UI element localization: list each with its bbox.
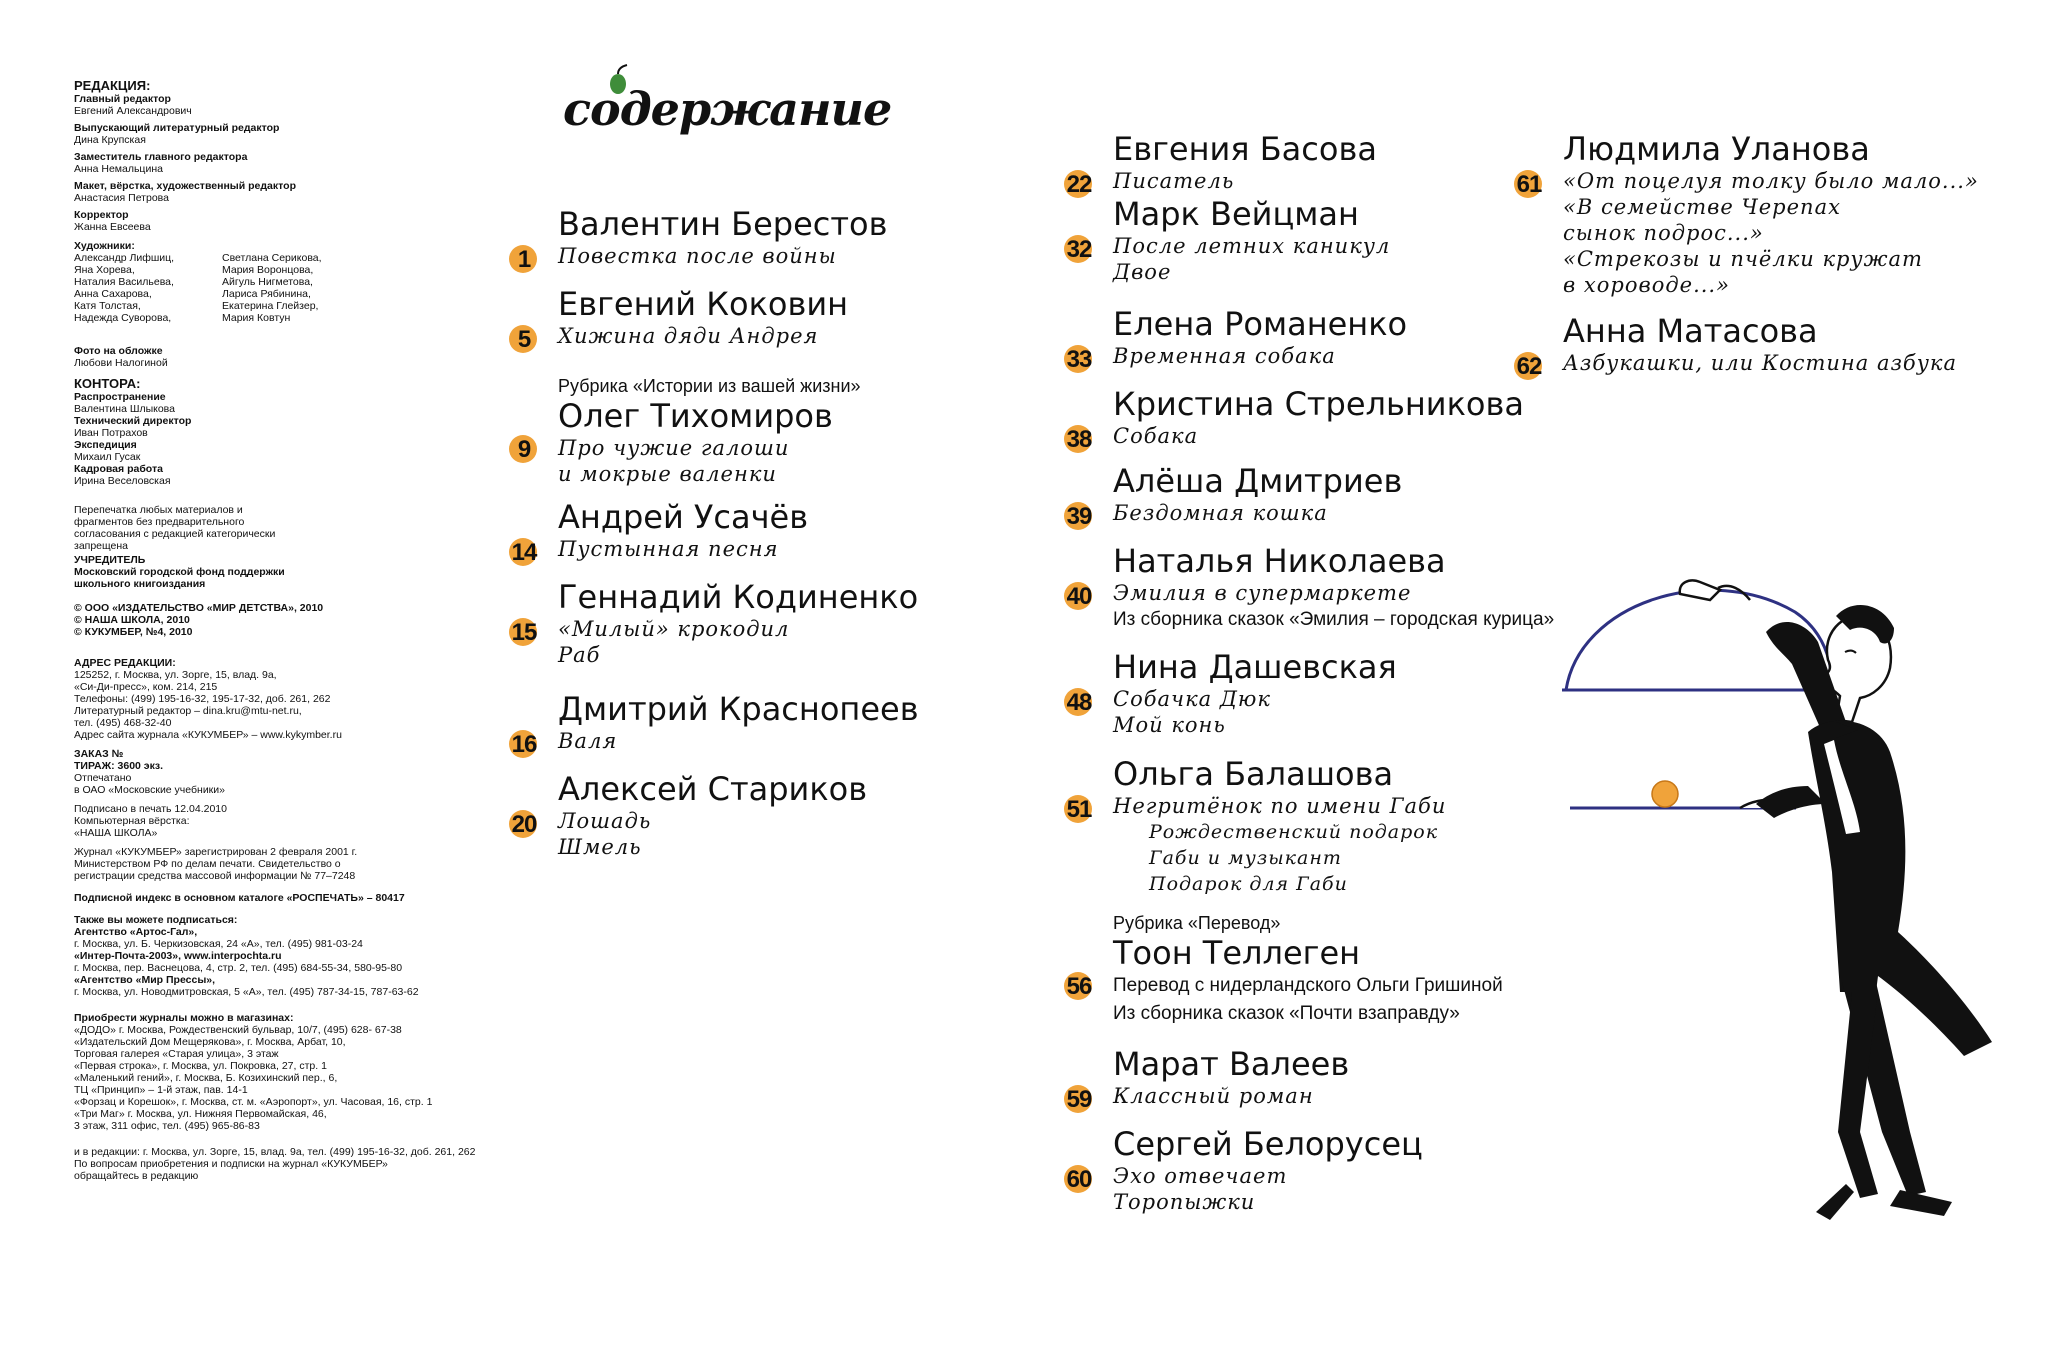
- spacer: [74, 331, 554, 345]
- waiter-illustration: [1560, 572, 2000, 1232]
- page-number: 33: [1066, 346, 1092, 373]
- imprint-role: Заместитель главного редактора: [74, 151, 248, 163]
- author-name: Андрей Усачёв: [558, 498, 809, 536]
- work-title: Собачка Дюк: [1113, 687, 1271, 711]
- work-title: Лошадь: [558, 809, 652, 833]
- artist-name: Надежда Суворова,: [74, 312, 172, 324]
- toc-entry[interactable]: [1113, 462, 1402, 526]
- page-number-badge: [506, 536, 542, 572]
- copyright-line: © КУКУМБЕР, №4, 2010: [74, 626, 193, 638]
- address-line: тел. (495) 468-32-40: [74, 717, 172, 729]
- work-title: в хороводе...»: [1563, 273, 1730, 297]
- imprint-person: Валентина Шлыкова: [74, 403, 175, 415]
- imprint-credit: [74, 122, 554, 146]
- author-name: Ольга Балашова: [1113, 755, 1394, 793]
- work-note: Из сборника сказок «Почти взаправду»: [1113, 1003, 1460, 1024]
- author-name: Марат Валеев: [1113, 1045, 1350, 1083]
- work-title: Валя: [558, 729, 618, 753]
- spacer: [74, 645, 554, 657]
- author-name: Олег Тихомиров: [558, 397, 833, 435]
- shop-line: Торговая галерея «Старая улица», 3 этаж: [74, 1048, 279, 1060]
- imprint-person: Любови Налогиной: [74, 357, 168, 369]
- imprint-person: Дина Крупская: [74, 134, 146, 146]
- page-number: 40: [1066, 583, 1092, 610]
- page-number-badge: [1061, 686, 1097, 722]
- toc-entry[interactable]: [558, 770, 867, 860]
- imprint-person: Анна Немальцина: [74, 163, 163, 175]
- author-name: Евгений Коковин: [558, 285, 849, 323]
- imprint-credit: [74, 209, 554, 233]
- subwork-title: Подарок для Габи: [1149, 873, 1348, 895]
- work-title: Азбукашки, или Костина азбука: [1563, 351, 1957, 375]
- subwork-title: Рождественский подарок: [1149, 821, 1439, 843]
- subscribe-line: Также вы можете подписаться:: [74, 914, 238, 926]
- work-title: «В семействе Черепах: [1563, 195, 1841, 219]
- author-name: Нина Дашевская: [1113, 648, 1397, 686]
- work-title: Про чужие галоши: [558, 436, 790, 460]
- imprint-group-title: РЕДАКЦИЯ:: [74, 78, 151, 93]
- artist-name: Лариса Рябинина,: [222, 288, 311, 300]
- imprint-role: Макет, вёрстка, художественный редактор: [74, 180, 296, 192]
- author-name: Елена Романенко: [1113, 305, 1408, 343]
- page-number: 38: [1066, 426, 1092, 453]
- imprint-person: Ирина Веселовская: [74, 475, 171, 487]
- imprint-role: УЧРЕДИТЕЛЬ: [74, 554, 146, 566]
- imprint-credit: [74, 180, 554, 204]
- author-name: Людмила Уланова: [1563, 130, 1870, 168]
- artist-name: Яна Хорева,: [74, 264, 135, 276]
- artist-name: Мария Ковтун: [222, 312, 291, 324]
- author-name: Евгения Басова: [1113, 130, 1377, 168]
- artist-name: Светлана Серикова,: [222, 252, 322, 264]
- imprint-role: Фото на обложке: [74, 345, 163, 357]
- author-name: Наталья Николаева: [1113, 542, 1446, 580]
- artist-name: Екатерина Глейзер,: [222, 300, 319, 312]
- copyright-line: © НАША ШКОЛА, 2010: [74, 614, 190, 626]
- work-title: Эмилия в супермаркете: [1113, 581, 1412, 605]
- imprint-role: Художники:: [74, 240, 135, 252]
- work-title: «От поцелуя толку было мало...»: [1563, 169, 1979, 193]
- author-name: Кристина Стрельникова: [1113, 385, 1524, 423]
- work-title: «Милый» крокодил: [558, 617, 790, 641]
- artist-name: Анна Сахарова,: [74, 288, 152, 300]
- toc-entry[interactable]: [1113, 912, 1503, 1028]
- toc-entry[interactable]: [1113, 385, 1524, 449]
- imprint-person: Михаил Гусак: [74, 451, 141, 463]
- subscribe-line: «Агентство «Мир Прессы»,: [74, 974, 216, 986]
- page-number-badge: [1061, 233, 1097, 269]
- page-number-badge: [506, 243, 542, 279]
- toc-entry[interactable]: [1113, 648, 1397, 738]
- page-number: 20: [511, 811, 537, 838]
- author-name: Сергей Белорусец: [1113, 1125, 1423, 1163]
- work-title: Временная собака: [1113, 344, 1336, 368]
- page-number-badge: [1061, 580, 1097, 616]
- author-name: Анна Матасова: [1563, 312, 1818, 350]
- imprint-role: Корректор: [74, 209, 129, 221]
- imprint-order: [74, 748, 554, 796]
- toc-entry[interactable]: [1113, 130, 1377, 194]
- author-name: Валентин Берестов: [558, 205, 888, 243]
- imprint-cover: [74, 345, 554, 369]
- address-line: Адрес сайта журнала «КУКУМБЕР» – www.kykymber.ru: [74, 729, 342, 741]
- page-number: 59: [1066, 1086, 1092, 1113]
- address-line: Телефоны: (499) 195-16-32, 195-17-32, доб. 261, 262: [74, 693, 331, 705]
- page-number: 32: [1066, 236, 1092, 263]
- imprint-shops: [74, 1012, 554, 1132]
- page-number: 51: [1066, 796, 1092, 823]
- imprint-founder-name: Московский городской фонд поддержки школьного книгоиздания: [74, 566, 285, 590]
- page-number-badge: [1061, 343, 1097, 379]
- subwork-title: Габи и музыкант: [1149, 847, 1342, 869]
- page-number-badge: [1061, 793, 1097, 829]
- shop-line: ТЦ «Принцип» – 1-й этаж, пав. 14-1: [74, 1084, 248, 1096]
- page-number-badge: [1061, 168, 1097, 204]
- toc-entry[interactable]: [558, 375, 861, 487]
- imprint-person: Иван Потрахов: [74, 427, 148, 439]
- orange-ball-icon: [1652, 781, 1678, 807]
- work-title: Торопыжки: [1113, 1190, 1256, 1214]
- imprint-role: Главный редактор: [74, 93, 171, 105]
- subscribe-line: «Интер-Почта-2003», www.interpochta.ru: [74, 950, 282, 962]
- page-number: 61: [1516, 171, 1542, 198]
- copyright-line: © ООО «ИЗДАТЕЛЬСТВО «МИР ДЕТСТВА», 2010: [74, 602, 324, 614]
- shop-line: «ДОДО» г. Москва, Рождественский бульвар, 10/7, (495) 628- 67-38: [74, 1024, 402, 1036]
- rubric-label: Рубрика «Истории из вашей жизни»: [558, 376, 861, 396]
- page-number: 62: [1516, 353, 1542, 380]
- work-title: Пустынная песня: [558, 537, 779, 561]
- work-title: Раб: [558, 643, 601, 667]
- imprint-role: Технический директор: [74, 415, 192, 427]
- page-number-badge: [506, 728, 542, 764]
- toc-entry[interactable]: [558, 205, 887, 269]
- artist-name: Александр Лифшиц,: [74, 252, 175, 264]
- page-number: 48: [1066, 689, 1092, 716]
- toc-entry[interactable]: [1113, 1125, 1423, 1215]
- imprint-group-title: АДРЕС РЕДАКЦИИ:: [74, 657, 176, 669]
- imprint-credit: [74, 93, 554, 117]
- toc-entry[interactable]: [1113, 1045, 1349, 1109]
- toc-entry[interactable]: [1113, 305, 1407, 369]
- author-name: Алёша Дмитриев: [1113, 462, 1403, 500]
- page-number-badge: [1511, 168, 1547, 204]
- editorial-line: и в редакции: г. Москва, ул. Зорге, 15, влад. 9а, тел. (499) 195-16-32, доб. 261, 262: [74, 1146, 476, 1158]
- author-name: Алексей Стариков: [558, 770, 868, 808]
- shop-line: «Издательский Дом Мещерякова», г. Москва, Арбат, 10,: [74, 1036, 346, 1048]
- editorial-line: По вопросам приобретения и подписки на журнал «КУКУМБЕР»: [74, 1158, 388, 1170]
- order-line: в ОАО «Московские учебники»: [74, 784, 225, 796]
- editorial-line: обращайтесь в редакцию: [74, 1170, 199, 1182]
- imprint-editorial-contacts: [74, 1146, 554, 1182]
- work-title: «Стрекозы и пчёлки кружат: [1563, 247, 1923, 271]
- page-number: 56: [1066, 973, 1092, 1000]
- work-title: Писатель: [1113, 169, 1235, 193]
- work-title: Негритёнок по имени Габи: [1113, 794, 1447, 818]
- work-title: Бездомная кошка: [1113, 501, 1328, 525]
- subscription-index: Подписной индекс в основном каталоге «РОСПЕЧАТЬ» – 80417: [74, 892, 405, 904]
- page-number: 14: [511, 539, 537, 566]
- page-number-badge: [506, 808, 542, 844]
- rubric-label: Рубрика «Перевод»: [1113, 913, 1281, 933]
- imprint-role: Выпускающий литературный редактор: [74, 122, 280, 134]
- page-number-badge: [1061, 1083, 1097, 1119]
- artist-name: Наталия Васильева,: [74, 276, 174, 288]
- page-number: 9: [517, 436, 531, 463]
- reprint-note: Перепечатка любых материалов и фрагментов без предварительного согласования с редакцией категорически запрещена: [74, 504, 276, 552]
- contents-logo: [563, 60, 892, 150]
- address-line: «Си-Ди-пресс», ком. 214, 215: [74, 681, 218, 693]
- page-number-badge: [1061, 423, 1097, 459]
- imprint-subscribe: [74, 914, 554, 998]
- imprint-artists: [74, 240, 554, 324]
- imprint-column: [74, 78, 554, 1189]
- shop-line: 3 этаж, 311 офис, тел. (495) 965-86-83: [74, 1120, 260, 1132]
- imprint-sign: [74, 803, 554, 839]
- subscribe-line: г. Москва, ул. Новодмитровская, 5 «А», тел. (495) 787-34-15, 787-63-62: [74, 986, 419, 998]
- imprint-copyrights: [74, 602, 554, 638]
- page-number: 15: [511, 619, 537, 646]
- shop-line: «Три Маг» г. Москва, ул. Нижняя Первомайская, 46,: [74, 1108, 327, 1120]
- imprint-editorial: [74, 78, 554, 233]
- toc-entry[interactable]: [1113, 755, 1446, 897]
- toc-entry[interactable]: [558, 285, 848, 349]
- work-note: Из сборника сказок «Эмилия – городская курица»: [1113, 609, 1555, 630]
- toc-entry[interactable]: [1113, 195, 1390, 285]
- work-title: Эхо отвечает: [1113, 1164, 1288, 1188]
- subscribe-line: г. Москва, пер. Васнецова, 4, стр. 2, тел. (495) 684-55-34, 580-95-80: [74, 962, 403, 974]
- page-number-badge: [1061, 1163, 1097, 1199]
- page-number: 1: [517, 246, 531, 273]
- shop-line: «Маленький гений», г. Москва, Б. Козихинский пер., 6,: [74, 1072, 338, 1084]
- artist-name: Катя Толстая,: [74, 300, 141, 312]
- shop-line: «Первая строка», г. Москва, ул. Покровка, 27, стр. 1: [74, 1060, 327, 1072]
- page-number: 39: [1066, 503, 1092, 530]
- imprint-person: Анастасия Петрова: [74, 192, 169, 204]
- shop-line: «Форзац и Корешок», г. Москва, ст. м. «Аэропорт», ул. Часовая, 16, стр. 1: [74, 1096, 433, 1108]
- imprint-person: Жанна Евсеева: [74, 221, 151, 233]
- artists-list: [74, 252, 554, 324]
- work-title: Мой конь: [1113, 713, 1226, 737]
- toc-entry[interactable]: [558, 578, 918, 668]
- subscribe-line: Агентство «Артос-Гал»,: [74, 926, 198, 938]
- shop-line: Приобрести журналы можно в магазинах:: [74, 1012, 294, 1024]
- artist-name: Мария Воронцова,: [222, 264, 314, 276]
- subscribe-line: г. Москва, ул. Б. Черкизовская, 24 «А», тел. (495) 981-03-24: [74, 938, 363, 950]
- order-line: ЗАКАЗ №: [74, 748, 124, 760]
- page-number-badge: [1511, 350, 1547, 386]
- page-number-badge: [1061, 500, 1097, 536]
- page-number-badge: [1061, 970, 1097, 1006]
- work-title: Классный роман: [1113, 1084, 1314, 1108]
- toc-entry[interactable]: [558, 690, 919, 754]
- imprint-role: Кадровая работа: [74, 463, 163, 475]
- author-name: Геннадий Кодиненко: [558, 578, 919, 616]
- page-number-badge: [506, 323, 542, 359]
- imprint-founder: [74, 554, 554, 590]
- page-number: 5: [517, 326, 531, 353]
- author-name: Марк Вейцман: [1113, 195, 1359, 233]
- imprint-address: [74, 657, 554, 741]
- work-title: сынок подрос...»: [1563, 221, 1764, 245]
- work-title: Шмель: [558, 835, 642, 859]
- order-line: ТИРАЖ: 3600 экз.: [74, 760, 163, 772]
- imprint-person: Евгений Александрович: [74, 105, 192, 117]
- author-name: Тоон Теллеген: [1113, 934, 1361, 972]
- work-title: Собака: [1113, 424, 1199, 448]
- registration-note: Журнал «КУКУМБЕР» зарегистрирован 2 февраля 2001 г. Министерством РФ по делам печати. Свидетельство о регистрации средства массовой информации № 77–7248: [74, 846, 358, 882]
- work-title: Двое: [1113, 260, 1172, 284]
- sign-line: Подписано в печать 12.04.2010: [74, 803, 227, 815]
- page-number-badge: [506, 616, 542, 652]
- toc-entry[interactable]: [558, 498, 808, 562]
- address-line: Литературный редактор – dina.kru@mtu-net.ru,: [74, 705, 302, 717]
- work-note: Перевод с нидерландского Ольги Гришиной: [1113, 975, 1503, 996]
- order-line: Отпечатано: [74, 772, 132, 784]
- imprint-credit: [74, 151, 554, 175]
- imprint-office: [74, 376, 554, 487]
- imprint-group-title: КОНТОРА:: [74, 376, 141, 391]
- work-title: Хижина дяди Андрея: [558, 324, 819, 348]
- imprint-role: Распространение: [74, 391, 166, 403]
- toc-entry[interactable]: [1563, 130, 1979, 298]
- work-title: После летних каникул: [1113, 234, 1391, 258]
- sign-line: Компьютерная вёрстка:: [74, 815, 190, 827]
- toc-entry[interactable]: [1113, 542, 1554, 634]
- work-title: Повестка после войны: [558, 244, 837, 268]
- work-title: и мокрые валенки: [558, 462, 777, 486]
- page-number: 60: [1066, 1166, 1092, 1193]
- page-number: 16: [511, 731, 537, 758]
- contents-title: содержание: [563, 82, 892, 136]
- sign-line: «НАША ШКОЛА»: [74, 827, 158, 839]
- page-number: 22: [1066, 171, 1092, 198]
- spacer: [74, 494, 554, 504]
- author-name: Дмитрий Краснопеев: [558, 690, 919, 728]
- artist-name: Айгуль Нигметова,: [222, 276, 313, 288]
- imprint-role: Экспедиция: [74, 439, 137, 451]
- address-line: 125252, г. Москва, ул. Зорге, 15, влад. 9а,: [74, 669, 277, 681]
- toc-entry[interactable]: [1563, 312, 1957, 376]
- page-number-badge: [506, 433, 542, 469]
